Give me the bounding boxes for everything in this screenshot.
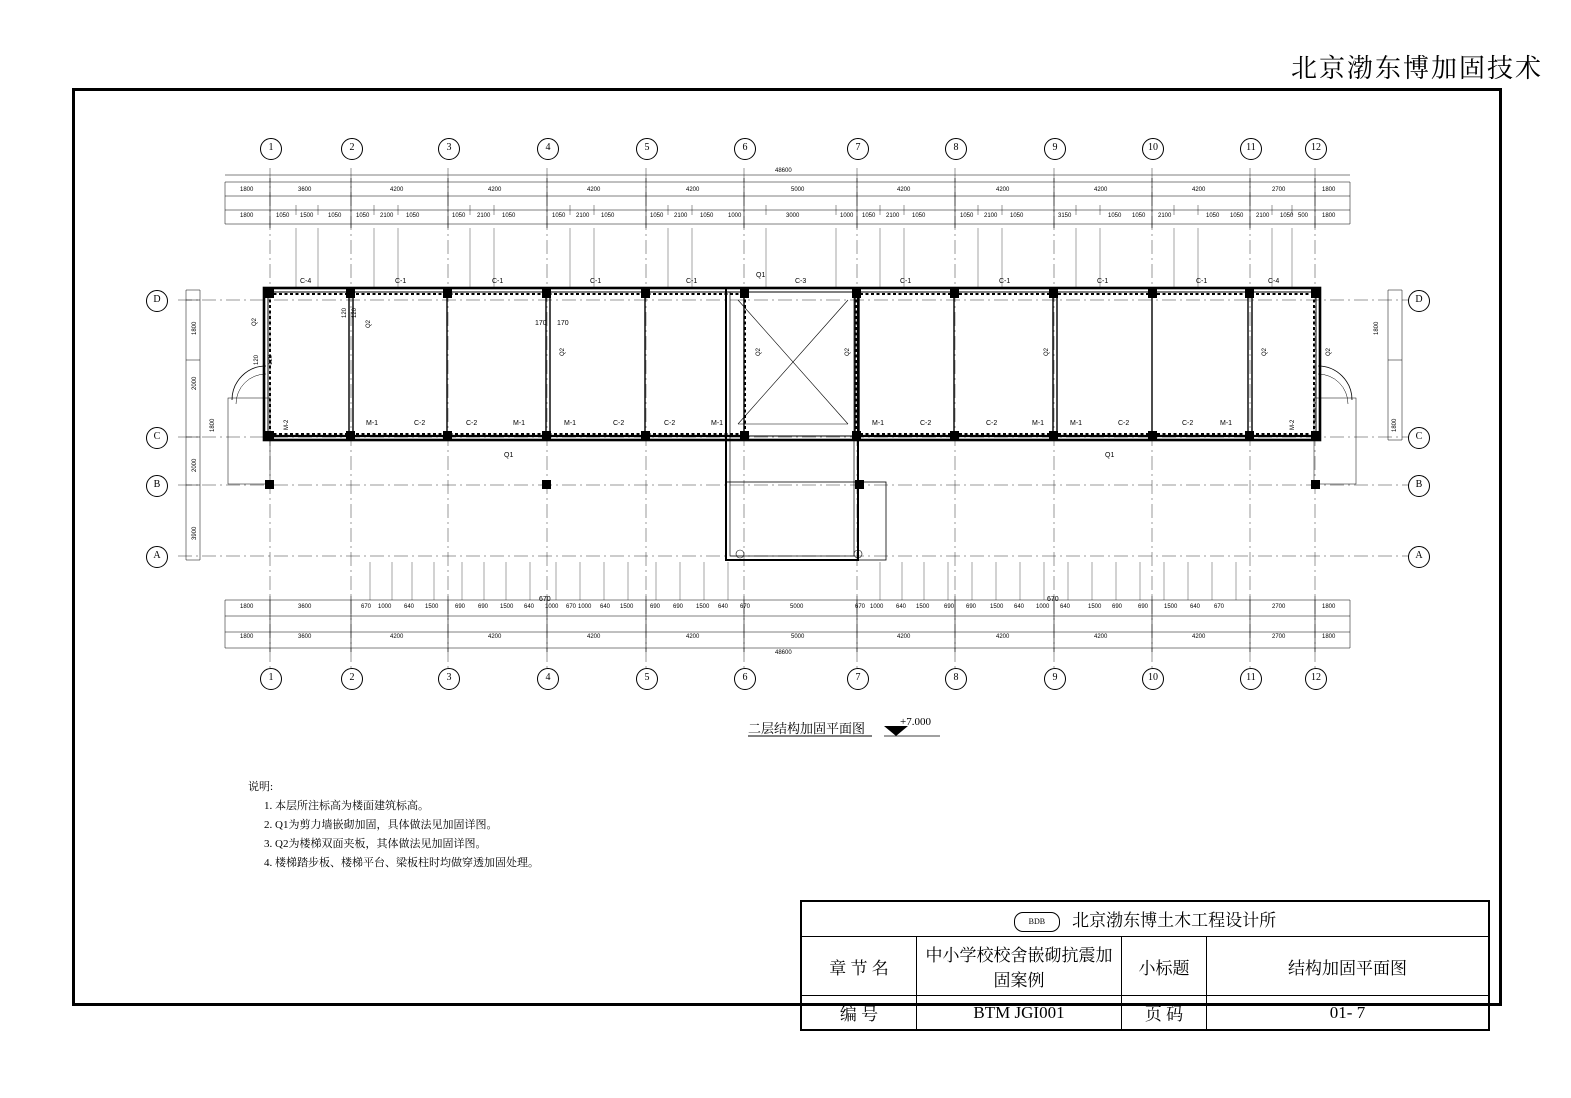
grid-bubble-top-6[interactable]: 6 (734, 138, 756, 160)
grid-bubble-top-7[interactable]: 7 (847, 138, 869, 160)
dim-left-5: 3900 (192, 526, 198, 540)
dim-left-1: 1800 (192, 321, 198, 335)
grid-bubble-top-5[interactable]: 5 (636, 138, 658, 160)
dim-fine-bottom-38: 2700 (1272, 604, 1286, 610)
window-tag-top-1: C-4 (300, 278, 312, 285)
wall-thickness-7: 670 (539, 596, 551, 603)
dim-fine-bottom-2: 3600 (298, 604, 312, 610)
dim-fine-bottom-11: 1000 (545, 604, 559, 610)
note-item-4: 4. 楼梯踏步板、楼梯平台、梁板柱时均做穿透加固处理。 (264, 857, 539, 869)
dim-fine-bottom-30: 1000 (1036, 604, 1050, 610)
dim-top-4: 4200 (488, 187, 502, 193)
dim-fine-bottom-19: 640 (718, 604, 729, 610)
reinforce-tag-q2-2: Q2 (366, 319, 372, 328)
reinforce-tag-q2-6: Q2 (1044, 347, 1050, 356)
note-item-3: 3. Q2为楼梯双面夹板，其体做法见加固详图。 (264, 838, 487, 850)
grid-bubble-top-11[interactable]: 11 (1240, 138, 1262, 160)
titleblock-value-chapter: 中小学校校舍嵌砌抗震加固案例 (917, 937, 1122, 996)
grid-bubble-bottom-5[interactable]: 5 (636, 668, 658, 690)
dim-fine-bottom-24: 640 (896, 604, 907, 610)
dim-fine-top-24: 2100 (984, 213, 998, 219)
grid-bubble-top-1[interactable]: 1 (260, 138, 282, 160)
dim-fine-bottom-9: 1500 (500, 604, 514, 610)
reinforce-tag-q1-left: Q1 (504, 452, 514, 459)
dim-bottom-5: 4200 (587, 634, 601, 640)
door-tag-mid-18: M-2 (1290, 419, 1296, 430)
dim-fine-bottom-18: 1500 (696, 604, 710, 610)
grid-bubble-bottom-6[interactable]: 6 (734, 668, 756, 690)
grid-bubble-right-D[interactable]: D (1408, 290, 1430, 312)
reinforce-tag-q2-1: Q2 (252, 317, 258, 326)
dim-fine-top-11: 1050 (552, 213, 566, 219)
dim-fine-bottom-16: 690 (650, 604, 661, 610)
window-tag-top-4: C-1 (590, 278, 602, 285)
dim-top-3: 4200 (390, 187, 404, 193)
window-tag-top-11: C-4 (1268, 278, 1280, 285)
titleblock-value-page: 01- 7 (1207, 996, 1490, 1031)
overall-dimension-bottom: 48600 (775, 650, 792, 656)
note-item-1: 1. 本层所注标高为楼面建筑标高。 (264, 800, 429, 812)
dim-fine-bottom-33: 690 (1112, 604, 1123, 610)
dim-fine-top-3: 1500 (300, 213, 314, 219)
titleblock-label-number: 编 号 (801, 996, 917, 1031)
institute-cell (801, 901, 1489, 937)
grid-bubble-top-10[interactable]: 10 (1142, 138, 1164, 160)
dim-bottom-11: 4200 (1192, 634, 1206, 640)
dim-bottom-7: 5000 (791, 634, 805, 640)
dim-fine-bottom-29: 640 (1014, 604, 1025, 610)
window-tag-top-10: C-1 (1196, 278, 1208, 285)
institute-name: 北京渤东博土木工程设计所 (1072, 911, 1277, 930)
dim-bottom-13: 1800 (1322, 634, 1336, 640)
grid-bubble-left-B[interactable]: B (146, 475, 168, 497)
title-block (800, 900, 1490, 1031)
dim-left-3: 1800 (210, 418, 216, 432)
window-tag-mid-12: C-2 (986, 420, 998, 427)
dim-fine-bottom-12: 670 (566, 604, 577, 610)
dim-bottom-10: 4200 (1094, 634, 1108, 640)
door-tag-mid-13: M-1 (1032, 420, 1045, 427)
grid-bubble-bottom-8[interactable]: 8 (945, 668, 967, 690)
dim-top-10: 4200 (1094, 187, 1108, 193)
dim-bottom-12: 2700 (1272, 634, 1286, 640)
dim-fine-top-21: 2100 (886, 213, 900, 219)
overall-dimension-top: 48600 (775, 168, 792, 174)
wall-thickness-4: 120 (352, 307, 358, 318)
grid-bubble-bottom-11[interactable]: 11 (1240, 668, 1262, 690)
grid-bubble-bottom-12[interactable]: 12 (1305, 668, 1327, 690)
grid-bubble-top-8[interactable]: 8 (945, 138, 967, 160)
dim-fine-top-22: 1050 (912, 213, 926, 219)
grid-bubble-top-2[interactable]: 2 (341, 138, 363, 160)
dim-top-11: 4200 (1192, 187, 1206, 193)
plan-title: 二层结构加固平面图 (748, 721, 866, 736)
dim-fine-top-14: 1050 (650, 213, 664, 219)
dim-fine-top-16: 1050 (700, 213, 714, 219)
window-tag-top-2: C-1 (395, 278, 407, 285)
window-tag-top-5: C-1 (686, 278, 698, 285)
window-tag-mid-3: C-2 (414, 420, 426, 427)
dim-fine-bottom-20: 670 (740, 604, 751, 610)
dim-top-8: 4200 (897, 187, 911, 193)
dim-fine-bottom-3: 670 (361, 604, 372, 610)
dim-fine-bottom-39: 1800 (1322, 604, 1336, 610)
grid-bubble-bottom-3[interactable]: 3 (438, 668, 460, 690)
titleblock-label-subtitle: 小标题 (1122, 937, 1207, 996)
dim-fine-top-31: 1050 (1230, 213, 1244, 219)
dim-fine-bottom-28: 1500 (990, 604, 1004, 610)
dim-top-6: 4200 (686, 187, 700, 193)
grid-bubble-right-B[interactable]: B (1408, 475, 1430, 497)
titleblock-label-chapter: 章 节 名 (801, 937, 917, 996)
dim-fine-top-29: 2100 (1158, 213, 1172, 219)
window-tag-top-6: C-3 (795, 278, 807, 285)
dim-fine-bottom-25: 1500 (916, 604, 930, 610)
grid-bubble-left-D[interactable]: D (146, 290, 168, 312)
window-tag-top-3: C-1 (492, 278, 504, 285)
window-tag-top-9: C-1 (1097, 278, 1109, 285)
grid-bubble-left-C[interactable]: C (146, 427, 168, 449)
dim-fine-top-26: 3150 (1058, 213, 1072, 219)
door-tag-mid-1: M-2 (284, 419, 290, 430)
dim-fine-top-12: 2100 (576, 213, 590, 219)
dim-fine-top-23: 1050 (960, 213, 974, 219)
grid-bubble-top-4[interactable]: 4 (537, 138, 559, 160)
dim-fine-bottom-31: 640 (1060, 604, 1071, 610)
door-tag-mid-9: M-1 (711, 420, 724, 427)
door-tag-mid-14: M-1 (1070, 420, 1083, 427)
dim-fine-top-18: 3000 (786, 213, 800, 219)
window-tag-top-8: C-1 (999, 278, 1011, 285)
dim-fine-bottom-13: 1000 (578, 604, 592, 610)
reinforce-tag-q2-8: Q2 (1326, 347, 1332, 356)
door-tag-mid-2: M-1 (366, 420, 379, 427)
dim-fine-top-5: 1050 (356, 213, 370, 219)
dim-fine-bottom-15: 1500 (620, 604, 634, 610)
dim-fine-bottom-22: 670 (855, 604, 866, 610)
dim-fine-top-17: 1000 (728, 213, 742, 219)
window-tag-top-7: C-1 (900, 278, 912, 285)
page-header-company: 北京渤东博加固技术 (1290, 54, 1543, 83)
dim-fine-bottom-27: 690 (966, 604, 977, 610)
dim-fine-bottom-10: 640 (524, 604, 535, 610)
dim-fine-bottom-5: 640 (404, 604, 415, 610)
door-tag-mid-17: M-1 (1220, 420, 1233, 427)
dim-top-5: 4200 (587, 187, 601, 193)
grid-bubble-bottom-7[interactable]: 7 (847, 668, 869, 690)
dim-fine-bottom-7: 690 (455, 604, 466, 610)
wall-thickness-6: 170 (557, 320, 569, 327)
dim-fine-bottom-26: 690 (944, 604, 955, 610)
dim-bottom-4: 4200 (488, 634, 502, 640)
notes-block (248, 778, 539, 873)
reinforce-tag-q2-4: Q2 (756, 347, 762, 356)
dim-fine-bottom-23: 1000 (870, 604, 884, 610)
dim-fine-top-8: 1050 (452, 213, 466, 219)
dim-fine-top-25: 1050 (1010, 213, 1024, 219)
dim-fine-top-19: 1000 (840, 213, 854, 219)
grid-bubble-bottom-10[interactable]: 10 (1142, 668, 1164, 690)
dim-fine-bottom-21: 5000 (790, 604, 804, 610)
wall-thickness-5: 170 (535, 320, 547, 327)
window-tag-mid-15: C-2 (1118, 420, 1130, 427)
dim-fine-top-33: 1050 (1280, 213, 1294, 219)
dim-top-12: 2700 (1272, 187, 1286, 193)
door-tag-mid-10: M-1 (872, 420, 885, 427)
dim-fine-top-32: 2100 (1256, 213, 1270, 219)
dim-right-2: 1800 (1392, 418, 1398, 432)
dim-fine-bottom-32: 1500 (1088, 604, 1102, 610)
dim-fine-top-13: 1050 (601, 213, 615, 219)
reinforce-tag-q2-5: Q2 (845, 347, 851, 356)
grid-bubble-right-A[interactable]: A (1408, 546, 1430, 568)
dim-fine-top-20: 1050 (862, 213, 876, 219)
grid-bubble-top-3[interactable]: 3 (438, 138, 460, 160)
dim-fine-top-2: 1050 (276, 213, 290, 219)
dim-bottom-8: 4200 (897, 634, 911, 640)
dim-fine-bottom-4: 1000 (378, 604, 392, 610)
elevation-mark: +7.000 (900, 716, 931, 728)
reinforce-tag-q1-right: Q1 (1105, 452, 1115, 459)
wall-thickness-8: 670 (1047, 596, 1059, 603)
dim-fine-top-15: 2100 (674, 213, 688, 219)
grid-bubble-right-C[interactable]: C (1408, 427, 1430, 449)
reinforce-tag-q1-top: Q1 (756, 272, 766, 279)
dim-top-7: 5000 (791, 187, 805, 193)
wall-thickness-2: 120 (268, 354, 274, 365)
reinforce-tag-q2-7: Q2 (1262, 347, 1268, 356)
titleblock-label-page: 页 码 (1122, 996, 1207, 1031)
grid-bubble-top-12[interactable]: 12 (1305, 138, 1327, 160)
dim-fine-top-34: 500 (1298, 213, 1309, 219)
grid-bubble-bottom-2[interactable]: 2 (341, 668, 363, 690)
dim-fine-bottom-1: 1800 (240, 604, 254, 610)
dim-fine-top-7: 1050 (406, 213, 420, 219)
institute-logo-icon: BDB (1014, 912, 1060, 932)
window-tag-mid-8: C-2 (664, 420, 676, 427)
dim-bottom-9: 4200 (996, 634, 1010, 640)
notes-title: 说明: (248, 781, 274, 793)
grid-bubble-left-A[interactable]: A (146, 546, 168, 568)
dim-fine-top-30: 1050 (1206, 213, 1220, 219)
grid-bubble-bottom-4[interactable]: 4 (537, 668, 559, 690)
window-tag-mid-7: C-2 (613, 420, 625, 427)
dim-fine-bottom-14: 640 (600, 604, 611, 610)
dim-fine-top-10: 1050 (502, 213, 516, 219)
note-item-2: 2. Q1为剪力墙嵌砌加固，具体做法见加固详图。 (264, 819, 498, 831)
window-tag-mid-11: C-2 (920, 420, 932, 427)
dim-bottom-1: 1800 (240, 634, 254, 640)
titleblock-value-subtitle: 结构加固平面图 (1207, 937, 1490, 996)
dim-right-1: 1800 (1374, 321, 1380, 335)
grid-bubble-bottom-1[interactable]: 1 (260, 668, 282, 690)
dim-fine-top-27: 1050 (1108, 213, 1122, 219)
dim-top-9: 4200 (996, 187, 1010, 193)
dim-fine-top-1: 1800 (240, 213, 254, 219)
dim-top-13: 1800 (1322, 187, 1336, 193)
dim-fine-bottom-17: 690 (673, 604, 684, 610)
dim-fine-bottom-8: 690 (478, 604, 489, 610)
dim-bottom-3: 4200 (390, 634, 404, 640)
dim-fine-bottom-36: 640 (1190, 604, 1201, 610)
dim-top-2: 3600 (298, 187, 312, 193)
grid-bubble-bottom-9[interactable]: 9 (1044, 668, 1066, 690)
dim-bottom-2: 3600 (298, 634, 312, 640)
dim-fine-bottom-37: 670 (1214, 604, 1225, 610)
dim-fine-top-4: 1050 (328, 213, 342, 219)
door-tag-mid-6: M-1 (564, 420, 577, 427)
reinforce-tag-q2-3: Q2 (560, 347, 566, 356)
dim-fine-top-35: 1800 (1322, 213, 1336, 219)
titleblock-value-number: BTM JGI001 (917, 996, 1122, 1031)
dim-fine-bottom-35: 1500 (1164, 604, 1178, 610)
grid-bubble-top-9[interactable]: 9 (1044, 138, 1066, 160)
dim-bottom-6: 4200 (686, 634, 700, 640)
dim-fine-top-6: 2100 (380, 213, 394, 219)
wall-thickness-3: 120 (342, 307, 348, 318)
dim-fine-bottom-6: 1500 (425, 604, 439, 610)
dim-fine-top-28: 1050 (1132, 213, 1146, 219)
dim-top-1: 1800 (240, 187, 254, 193)
dim-fine-bottom-34: 690 (1138, 604, 1149, 610)
wall-thickness-1: 120 (254, 354, 260, 365)
door-tag-mid-5: M-1 (513, 420, 526, 427)
dim-left-4: 2000 (192, 458, 198, 472)
window-tag-mid-4: C-2 (466, 420, 478, 427)
dim-left-2: 2000 (192, 376, 198, 390)
dim-fine-top-9: 2100 (477, 213, 491, 219)
window-tag-mid-16: C-2 (1182, 420, 1194, 427)
